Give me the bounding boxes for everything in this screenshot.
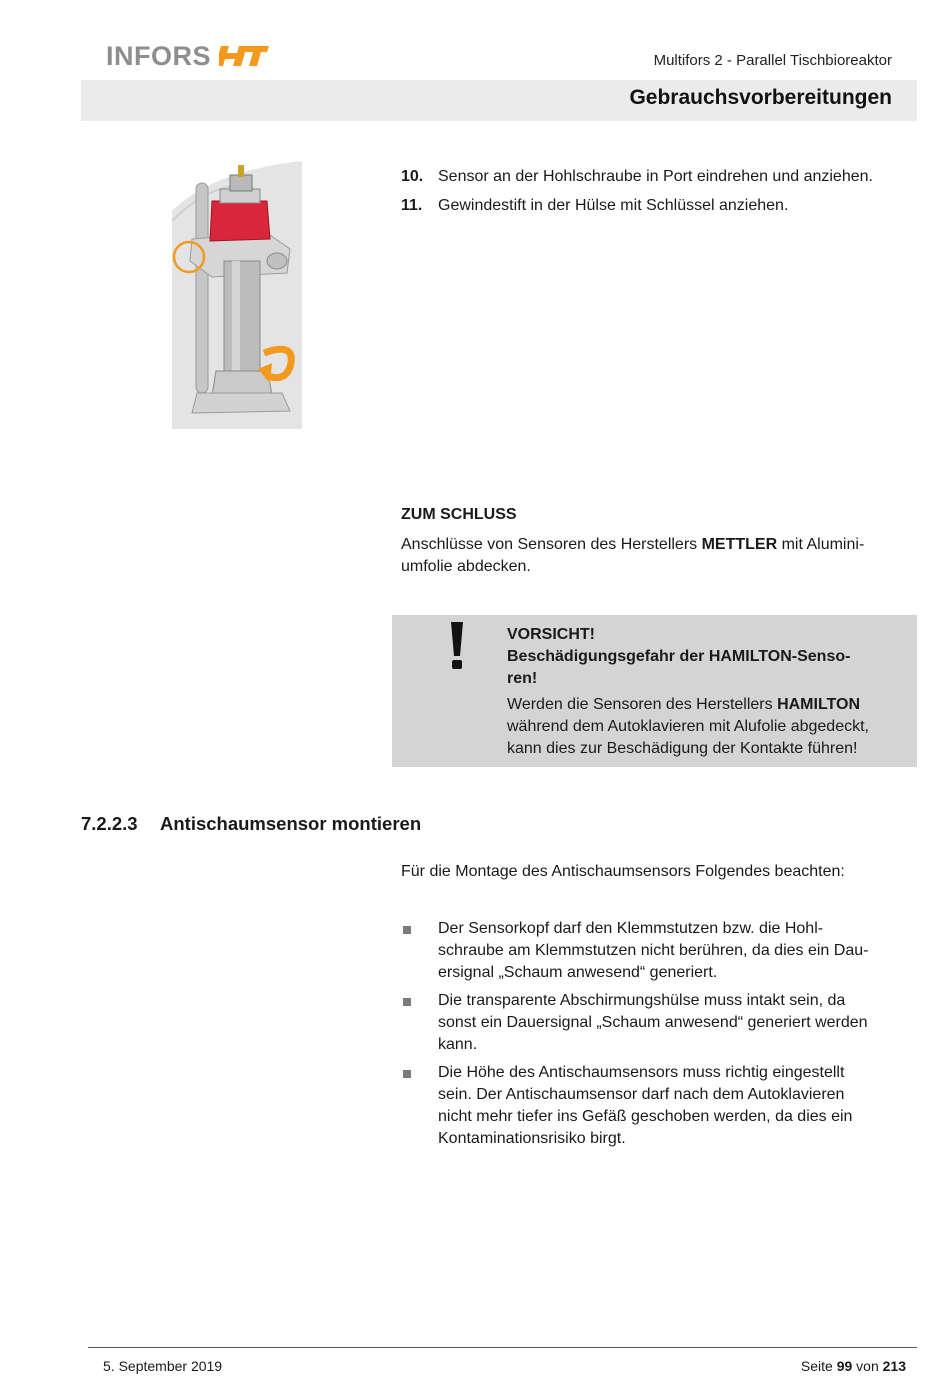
- bullet-line: Die transparente Abschirmungshülse muss intakt sein, da: [438, 992, 846, 1009]
- closing-text-after: mit Alumini-: [777, 536, 865, 553]
- warning-subtitle-line2: ren!: [507, 670, 538, 687]
- bullet-line: Kontaminationsrisiko birgt.: [438, 1130, 626, 1147]
- closing-bold: METTLER: [701, 536, 778, 553]
- bullet-line: kann.: [438, 1036, 478, 1053]
- bullet-list: [401, 918, 913, 1156]
- warning-body-line2: während dem Autoklavieren mit Alufolie abgedeckt,: [507, 718, 869, 735]
- step-item: [401, 166, 916, 188]
- logo-text: INFORS: [106, 40, 212, 71]
- product-name: Multifors 2 - Parallel Tischbioreaktor: [653, 52, 892, 69]
- page-of: von: [852, 1358, 883, 1374]
- step-number: 10.: [401, 168, 424, 185]
- list-item: [401, 918, 913, 984]
- logo-ht-mark: [219, 44, 269, 68]
- bullet-line: Die Höhe des Antischaumsensors muss richtig eingestellt: [438, 1064, 845, 1081]
- warning-text: [507, 624, 897, 760]
- bullet-line: sonst ein Dauersignal „Schaum anwesend“ generiert werden: [438, 1014, 868, 1031]
- list-item: [401, 1062, 913, 1150]
- bullet-square-icon: [403, 1070, 411, 1078]
- step-number: 11.: [401, 197, 423, 214]
- exclamation-icon: [446, 622, 468, 670]
- warning-body-bold: HAMILTON: [777, 696, 861, 713]
- infors-ht-logo: [106, 40, 269, 72]
- step-text: Sensor an der Hohlschraube in Port eindrehen und anziehen.: [438, 168, 873, 185]
- footer-divider: [88, 1347, 917, 1348]
- sensor-installation-illustration: [172, 161, 302, 429]
- chapter-title: Gebrauchsvorbereitungen: [629, 86, 892, 109]
- closing-heading: ZUM SCHLUSS: [401, 506, 517, 523]
- page-label: Seite: [800, 1358, 837, 1374]
- warning-title: VORSICHT!: [507, 626, 595, 643]
- warning-body-before: Werden die Sensoren des Herstellers: [507, 696, 778, 713]
- step-item: [401, 195, 916, 217]
- bullet-line: schraube am Klemmstutzen nicht berühren, da dies ein Dau-: [438, 942, 869, 959]
- section-intro: Für die Montage des Antischaumsensors Folgendes beachten:: [401, 863, 845, 880]
- warning-subtitle-line1: Beschädigungsgefahr der HAMILTON-Senso-: [507, 648, 851, 665]
- footer-date: 5. September 2019: [103, 1358, 223, 1374]
- closing-text: Anschlüsse von Sensoren des Herstellers: [401, 536, 702, 553]
- bullet-line: sein. Der Antischaumsensor darf nach dem Autoklavieren: [438, 1086, 845, 1103]
- list-item: [401, 990, 913, 1056]
- section-title: Antischaumsensor montieren: [160, 813, 422, 834]
- bullet-square-icon: [403, 998, 411, 1006]
- bullet-line: ersignal „Schaum anwesend“ generiert.: [438, 964, 718, 981]
- step-text: Gewindestift in der Hülse mit Schlüssel anziehen.: [438, 197, 789, 214]
- closing-text-line2: umfolie abdecken.: [401, 558, 531, 575]
- bullet-line: nicht mehr tiefer ins Gefäß geschoben werden, da dies ein: [438, 1108, 853, 1125]
- page-total: 213: [882, 1358, 906, 1374]
- section-number: 7.2.2.3: [81, 813, 138, 834]
- bullet-line: Der Sensorkopf darf den Klemmstutzen bzw. die Hohl-: [438, 920, 824, 937]
- closing-paragraph: [401, 534, 911, 578]
- bullet-square-icon: [403, 926, 411, 934]
- page-current: 99: [836, 1358, 853, 1374]
- footer-page-number: [801, 1358, 906, 1374]
- warning-body-line3: kann dies zur Beschädigung der Kontakte führen!: [507, 740, 858, 757]
- section-heading: [81, 813, 421, 835]
